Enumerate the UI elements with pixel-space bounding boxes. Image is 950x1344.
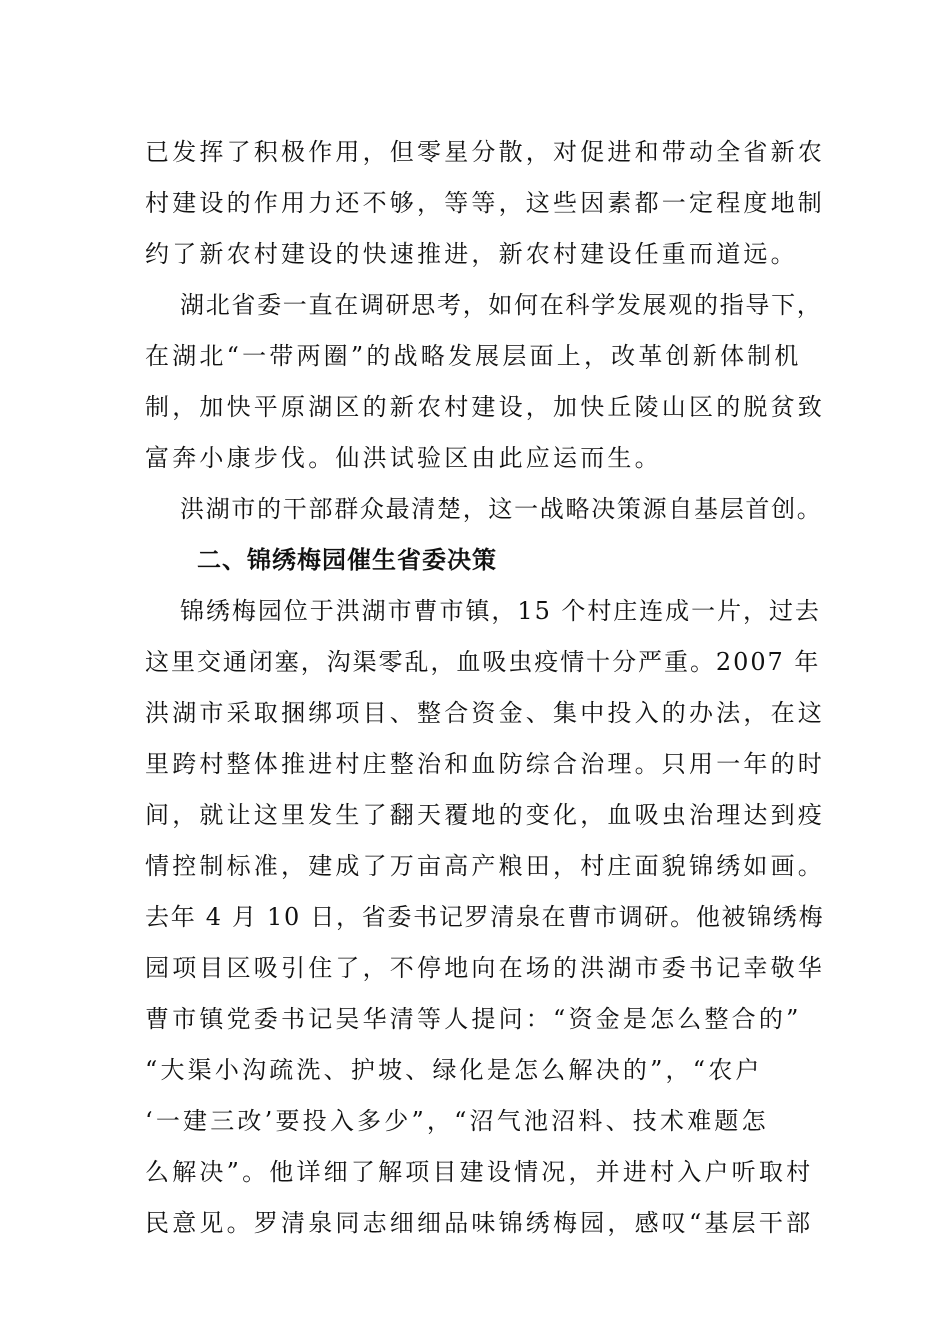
text-line: “大渠小沟疏洗、护坡、绿化是怎么解决的”，“农户 — [145, 1056, 763, 1084]
text-line: 里跨村整体推进村庄整治和血防综合治理。只用一年的时 — [145, 750, 825, 778]
text-line: 这里交通闭塞，沟渠零乱，血吸虫疫情十分严重。2007 年 — [145, 648, 821, 676]
text-line: 富奔小康步伐。仙洪试验区由此应运而生。 — [145, 444, 662, 472]
text-line: 园项目区吸引住了，不停地向在场的洪湖市委书记幸敬华 — [145, 954, 825, 982]
section-heading: 二、锦绣梅园催生省委决策 — [197, 546, 497, 574]
text-line: 情控制标准，建成了万亩高产粮田，村庄面貌锦绣如画。 — [145, 852, 825, 880]
text-line: 曹市镇党委书记吴华清等人提问：“资金是怎么整合的” — [145, 1005, 802, 1033]
text-line: 间，就让这里发生了翻天覆地的变化，血吸虫治理达到疫 — [145, 801, 825, 829]
paragraph-start-line: 锦绣梅园位于洪湖市曹市镇，15 个村庄连成一片，过去 — [180, 597, 821, 625]
text-line: ‘一建三改’要投入多少”，“沼气池沼料、技术难题怎 — [145, 1107, 769, 1135]
paragraph-start-line: 洪湖市的干部群众最清楚，这一战略决策源自基层首创。 — [180, 495, 823, 523]
text-line: 已发挥了积极作用，但零星分散，对促进和带动全省新农 — [145, 138, 825, 166]
text-line: 村建设的作用力还不够，等等，这些因素都一定程度地制 — [145, 189, 825, 217]
text-line: 民意见。罗清泉同志细细品味锦绣梅园，感叹“基层干部 — [145, 1209, 814, 1237]
text-line: 洪湖市采取捆绑项目、整合资金、集中投入的办法，在这 — [145, 699, 825, 727]
text-line: 么解决”。他详细了解项目建设情况，并进村入户听取村 — [145, 1158, 814, 1186]
text-line: 制，加快平原湖区的新农村建设，加快丘陵山区的脱贫致 — [145, 393, 825, 421]
text-line: 去年 4 月 10 日，省委书记罗清泉在曹市调研。他被锦绣梅 — [145, 903, 825, 931]
text-line: 约了新农村建设的快速推进，新农村建设任重而道远。 — [145, 240, 798, 268]
text-line: 在湖北“一带两圈”的战略发展层面上，改革创新体制机 — [145, 342, 802, 370]
paragraph-start-line: 湖北省委一直在调研思考，如何在科学发展观的指导下， — [180, 291, 823, 319]
document-body — [145, 127, 825, 1249]
